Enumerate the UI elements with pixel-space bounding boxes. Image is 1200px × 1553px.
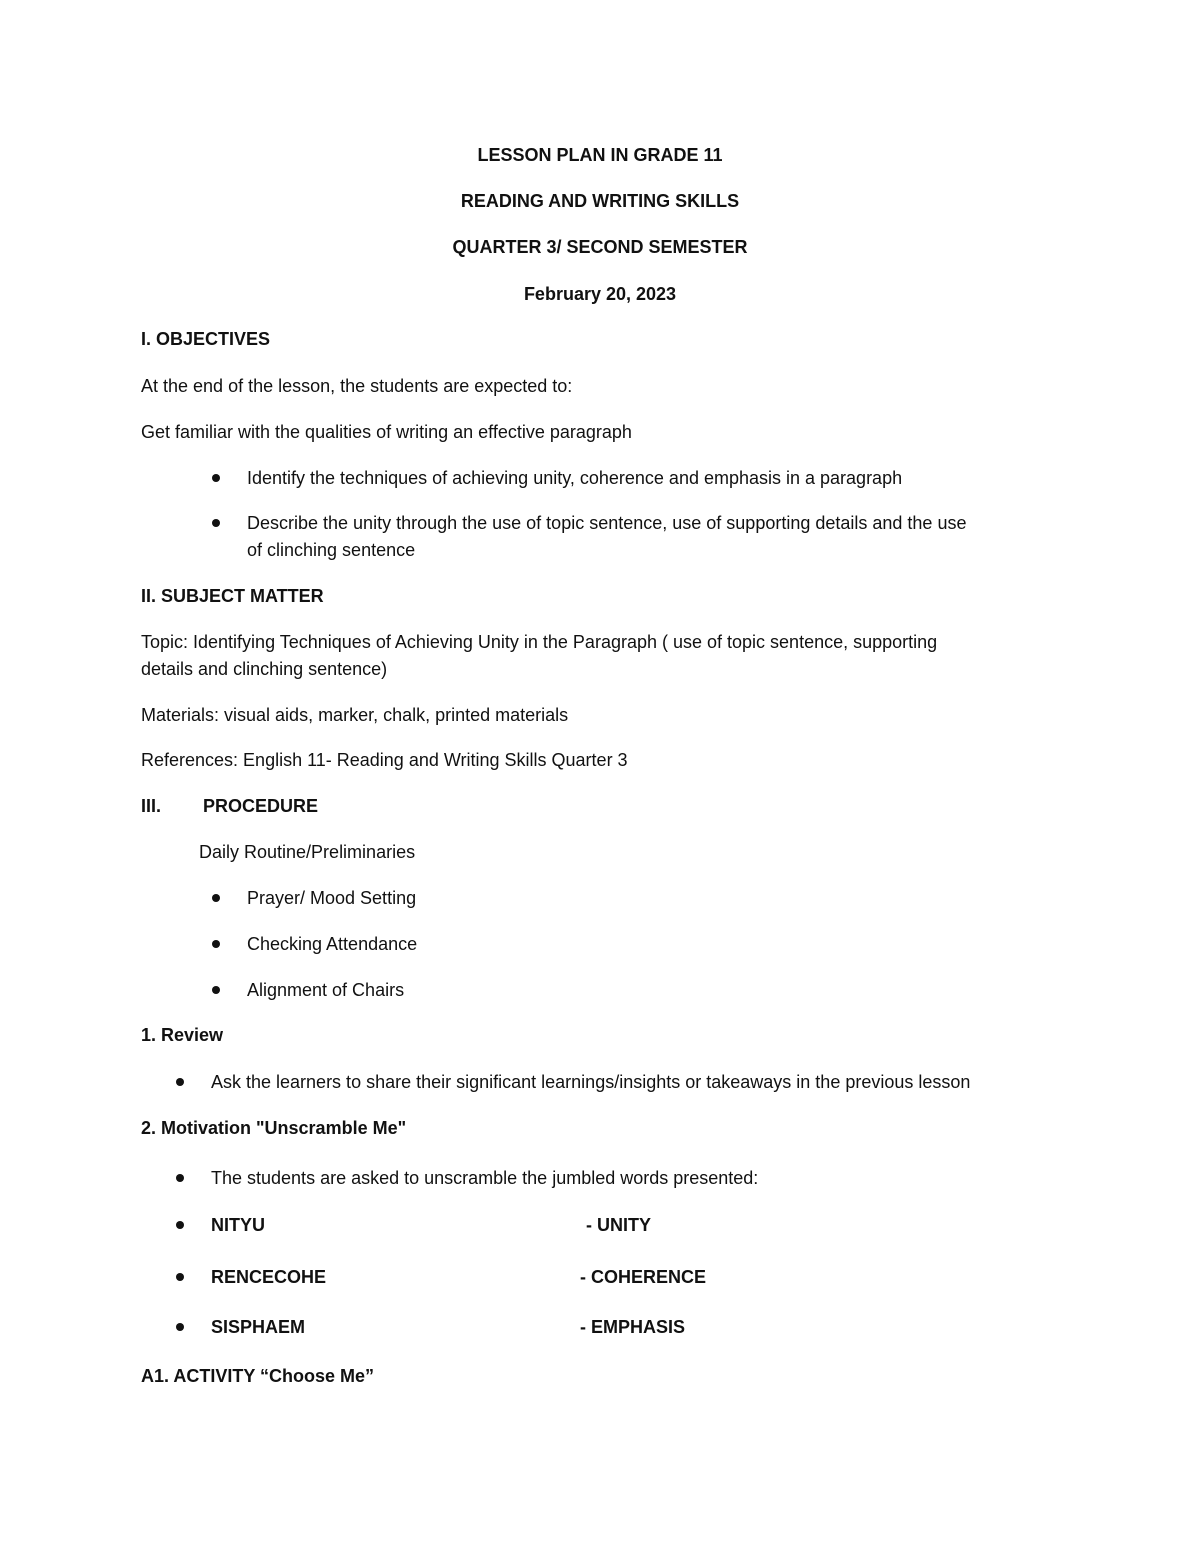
routine-item: Prayer/ Mood Setting bbox=[247, 888, 417, 908]
routine-item: Alignment of Chairs bbox=[247, 980, 405, 1000]
bullet-icon bbox=[212, 519, 220, 527]
objectives-intro: At the end of the lesson, the students are expected to: bbox=[141, 376, 573, 396]
unscrambled-word: - COHERENCE bbox=[580, 1267, 707, 1287]
bullet-icon bbox=[212, 940, 220, 948]
bullet-icon bbox=[212, 894, 220, 902]
topic-line-continued: details and clinching sentence) bbox=[141, 659, 388, 679]
references-line: References: English 11- Reading and Writing Skills Quarter 3 bbox=[141, 750, 628, 770]
bullet-icon bbox=[212, 986, 220, 994]
unscrambled-word: - EMPHASIS bbox=[580, 1317, 686, 1337]
bullet-icon bbox=[176, 1078, 184, 1086]
bullet-icon bbox=[176, 1273, 184, 1281]
doc-title: LESSON PLAN IN GRADE 11 bbox=[477, 145, 723, 165]
objective-item: Describe the unity through the use of topic sentence, use of supporting details and the use bbox=[247, 513, 967, 533]
doc-date: February 20, 2023 bbox=[523, 284, 677, 304]
procedure-number: III. bbox=[141, 796, 162, 816]
bullet-icon bbox=[176, 1323, 184, 1331]
materials-line: Materials: visual aids, marker, chalk, printed materials bbox=[141, 705, 569, 725]
topic-line: Topic: Identifying Techniques of Achieving Unity in the Paragraph ( use of topic sentence, supporting bbox=[141, 632, 938, 652]
objective-item: Identify the techniques of achieving unity, coherence and emphasis in a paragraph bbox=[247, 468, 903, 488]
review-heading: 1. Review bbox=[141, 1025, 224, 1045]
motivation-heading: 2. Motivation "Unscramble Me" bbox=[141, 1118, 407, 1138]
routine-item: Checking Attendance bbox=[247, 934, 418, 954]
subject-matter-heading: II. SUBJECT MATTER bbox=[141, 586, 324, 606]
activity-heading: A1. ACTIVITY “Choose Me” bbox=[141, 1366, 375, 1386]
objectives-heading: I. OBJECTIVES bbox=[141, 329, 271, 349]
doc-subject: READING AND WRITING SKILLS bbox=[460, 191, 740, 211]
objective-item-continued: of clinching sentence bbox=[247, 540, 416, 560]
review-item: Ask the learners to share their significant learnings/insights or takeaways in the previous lesson bbox=[211, 1072, 971, 1092]
objectives-line: Get familiar with the qualities of writing an effective paragraph bbox=[141, 422, 632, 442]
routine-label: Daily Routine/Preliminaries bbox=[199, 842, 416, 862]
jumbled-word: NITYU bbox=[211, 1215, 265, 1235]
motivation-item: The students are asked to unscramble the jumbled words presented: bbox=[211, 1168, 759, 1188]
unscrambled-word: - UNITY bbox=[586, 1215, 651, 1235]
bullet-icon bbox=[212, 474, 220, 482]
procedure-heading: PROCEDURE bbox=[203, 796, 319, 816]
jumbled-word: RENCECOHE bbox=[211, 1267, 327, 1287]
bullet-icon bbox=[176, 1221, 184, 1229]
bullet-icon bbox=[176, 1174, 184, 1182]
jumbled-word: SISPHAEM bbox=[211, 1317, 306, 1337]
doc-quarter: QUARTER 3/ SECOND SEMESTER bbox=[452, 237, 748, 257]
